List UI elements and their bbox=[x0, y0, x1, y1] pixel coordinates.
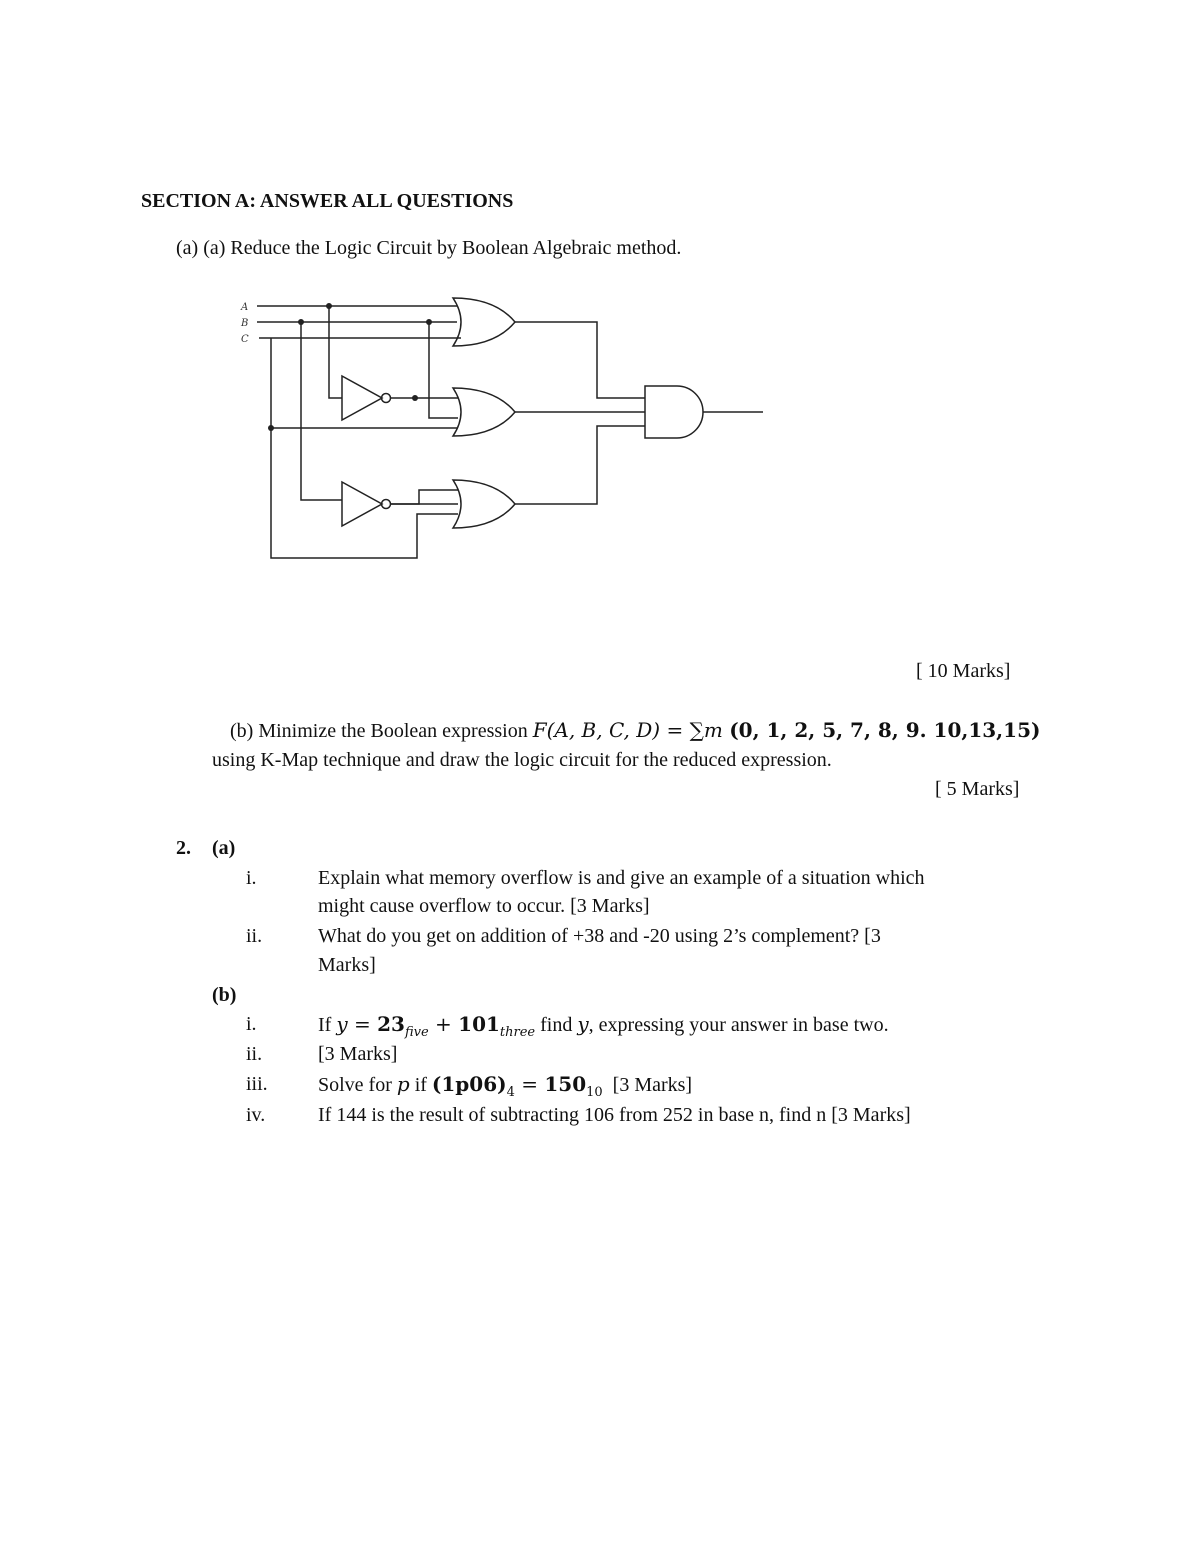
wire-or3-out bbox=[515, 426, 645, 504]
question-2a-i-num: i. bbox=[246, 867, 257, 889]
text-solve-for: Solve for bbox=[318, 1074, 397, 1096]
question-2a-i-line1: Explain what memory overflow is and give an example of a situation which bbox=[318, 867, 925, 889]
wire-a-to-not1 bbox=[329, 306, 342, 398]
question-1b-marks: [ 5 Marks] bbox=[935, 778, 1020, 800]
subscript-five: five bbox=[404, 1025, 429, 1040]
question-2-number: 2. bbox=[176, 837, 191, 859]
question-2b-label: (b) bbox=[212, 984, 237, 1006]
logic-circuit-diagram bbox=[225, 290, 805, 580]
wire-or1-out bbox=[515, 322, 645, 398]
math-equals: = bbox=[347, 1012, 378, 1036]
not-gate-2 bbox=[342, 482, 382, 526]
question-2b-iii-text bbox=[318, 1072, 692, 1105]
question-2b-ii-text: [3 Marks] bbox=[318, 1043, 398, 1065]
question-1b-line1 bbox=[230, 718, 1040, 743]
subscript-4: 4 bbox=[506, 1085, 515, 1100]
question-1a-text: (a) (a) Reduce the Logic Circuit by Boolean Algebraic method. bbox=[176, 237, 682, 259]
question-1b-minterms: (0, 1, 2, 5, 7, 8, 9. 10,13,15) bbox=[729, 718, 1041, 742]
or-gate-3 bbox=[453, 480, 515, 528]
question-2b-iii-num: iii. bbox=[246, 1073, 268, 1095]
junction-dot bbox=[326, 303, 332, 309]
junction-dot bbox=[412, 395, 418, 401]
subscript-10: 10 bbox=[586, 1085, 603, 1100]
math-1p06: (1p06) bbox=[431, 1072, 507, 1096]
math-y-2: y bbox=[577, 1012, 589, 1036]
input-label-a: A bbox=[241, 302, 249, 313]
wire-c-loop bbox=[271, 338, 458, 558]
question-1b-sigma: = ∑m bbox=[660, 718, 730, 742]
wire-b-to-not2 bbox=[301, 322, 342, 500]
and-gate bbox=[645, 386, 703, 438]
not-gate-1 bbox=[342, 376, 382, 420]
text-find: find bbox=[535, 1014, 578, 1036]
question-2a-ii-line2: Marks] bbox=[318, 954, 376, 976]
math-equals: = bbox=[514, 1072, 545, 1096]
question-2a-ii-line1: What do you get on addition of +38 and -20 using 2’s complement? [3 bbox=[318, 925, 881, 947]
question-2b-ii-num: ii. bbox=[246, 1043, 263, 1065]
question-2b-i-num: i. bbox=[246, 1013, 257, 1035]
junction-dot bbox=[426, 319, 432, 325]
junction-dot bbox=[268, 425, 274, 431]
math-101: 101 bbox=[458, 1012, 500, 1036]
question-1a-marks: [ 10 Marks] bbox=[916, 660, 1011, 682]
question-2b-iv-num: iv. bbox=[246, 1104, 266, 1126]
question-2b-i-text bbox=[318, 1012, 889, 1045]
question-2a-label: (a) bbox=[212, 837, 236, 859]
input-label-c: C bbox=[241, 334, 249, 345]
subscript-three: three bbox=[499, 1025, 536, 1040]
or-gate-1 bbox=[453, 298, 515, 346]
text-rest: , expressing your answer in base two. bbox=[588, 1014, 889, 1036]
question-2a-i-line2: might cause overflow to occur. [3 Marks] bbox=[318, 895, 650, 917]
wire-not2-out bbox=[391, 490, 458, 504]
question-2a-ii-num: ii. bbox=[246, 925, 263, 947]
input-label-b: B bbox=[241, 318, 249, 329]
math-plus: + bbox=[428, 1012, 459, 1036]
section-title: SECTION A: ANSWER ALL QUESTIONS bbox=[141, 190, 514, 212]
text-if: if bbox=[409, 1074, 432, 1096]
math-23: 23 bbox=[377, 1012, 405, 1036]
math-p: p bbox=[396, 1072, 410, 1096]
wire-b-to-or2 bbox=[429, 322, 458, 418]
math-150: 150 bbox=[544, 1072, 587, 1096]
question-1b-prefix: (b) Minimize the Boolean expression bbox=[230, 720, 533, 742]
question-2b-iv-text: If 144 is the result of subtracting 106 from 252 in base n, find n [3 Marks] bbox=[318, 1104, 911, 1126]
junction-dot bbox=[298, 319, 304, 325]
text-marks: [3 Marks] bbox=[602, 1074, 693, 1096]
question-1b-function: F(A, B, C, D) bbox=[532, 718, 661, 742]
or-gate-2 bbox=[453, 388, 515, 436]
question-1b-line2: using K-Map technique and draw the logic circuit for the reduced expression. bbox=[212, 749, 832, 771]
math-y: y bbox=[336, 1012, 348, 1036]
text-if: If bbox=[318, 1014, 337, 1036]
